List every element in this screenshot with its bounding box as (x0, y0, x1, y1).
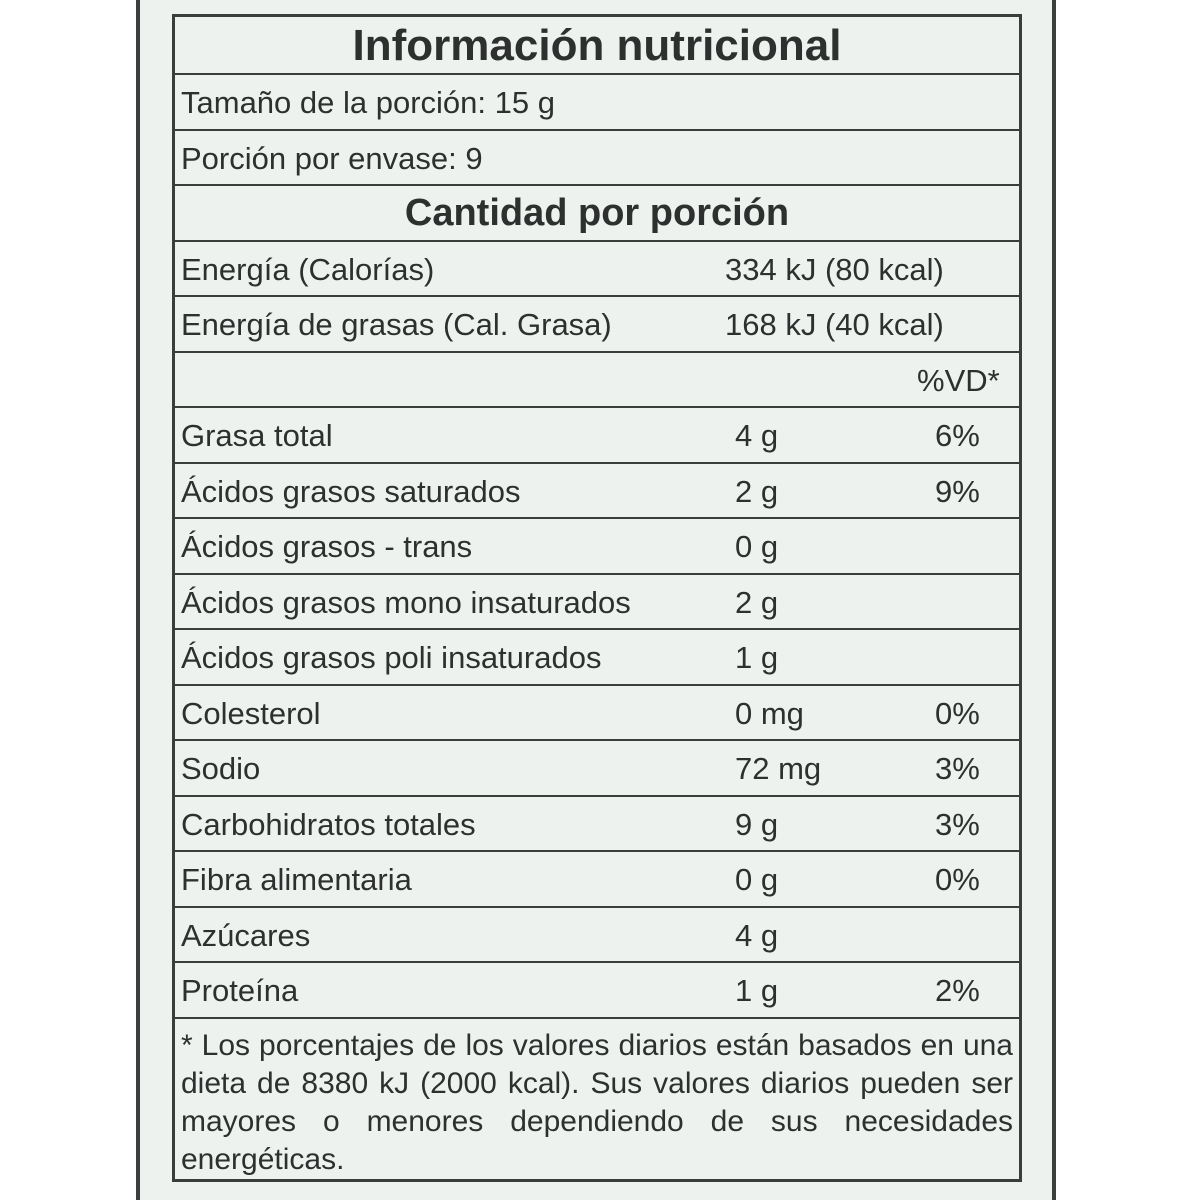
nutrient-amount: 2 g (735, 473, 779, 509)
fat-energy-row (175, 297, 1019, 353)
nutrient-row (175, 630, 1019, 686)
nutrient-dv: 0% (935, 862, 980, 897)
energy-value: 334 kJ (80 kcal) (725, 251, 944, 287)
energy-label: Energía (Calorías) (181, 251, 435, 287)
nutrient-name: Carbohidratos totales (181, 806, 476, 842)
nutrient-name: Fibra alimentaria (181, 862, 412, 897)
nutrient-name: Ácidos grasos - trans (181, 529, 473, 564)
nutrient-name: Ácidos grasos poli insaturados (181, 640, 602, 675)
nutrient-row (175, 519, 1019, 575)
nutrient-amount: 0 mg (735, 695, 804, 731)
daily-value-footnote: * Los porcentajes de los valores diarios están basados en una dieta de 8380 kJ (2000 kcal). Sus valores diarios pueden ser mayores o menores dependiendo de sus necesidades energéticas. (181, 1028, 1013, 1176)
nutrient-name: Proteína (181, 973, 299, 1008)
energy-row (175, 242, 1019, 298)
table-title: Información nutricional (175, 17, 1019, 75)
nutrient-amount: 0 g (735, 862, 779, 897)
nutrient-amount: 1 g (735, 973, 779, 1008)
nutrient-dv: 6% (935, 418, 980, 453)
nutrient-amount: 4 g (735, 418, 779, 453)
nutrient-row (175, 741, 1019, 797)
nutrient-name: Ácidos grasos mono insaturados (181, 584, 631, 620)
nutrient-dv: 3% (935, 751, 980, 786)
nutrient-name: Colesterol (181, 695, 321, 731)
nutrient-dv: 9% (935, 473, 980, 509)
nutrient-amount: 0 g (735, 529, 779, 564)
nutrient-name: Grasa total (181, 418, 333, 453)
nutrient-dv: 0% (935, 695, 980, 731)
nutrient-dv: 2% (935, 973, 980, 1008)
nutrient-amount: 72 mg (735, 751, 822, 786)
fat-energy-label: Energía de grasas (Cal. Grasa) (181, 307, 612, 342)
servings-per-container: Porción por envase: 9 (181, 140, 483, 176)
nutrient-amount: 1 g (735, 640, 779, 675)
nutrient-row (175, 797, 1019, 853)
nutrient-amount: 2 g (735, 584, 779, 620)
serving-size-row (175, 75, 1019, 131)
nutrient-amount: 4 g (735, 917, 779, 953)
nutrient-name: Ácidos grasos saturados (181, 473, 521, 509)
servings-per-container-row (175, 131, 1019, 187)
nutrient-row (175, 408, 1019, 464)
nutrient-dv: 3% (935, 806, 980, 842)
nutrient-row (175, 963, 1019, 1019)
nutrient-name: Azúcares (181, 917, 311, 953)
nutrient-row (175, 908, 1019, 964)
nutrient-name: Sodio (181, 751, 261, 786)
nutrient-row (175, 686, 1019, 742)
nutrient-amount: 9 g (735, 806, 779, 842)
nutrient-row (175, 464, 1019, 520)
nutrition-facts-table (172, 14, 1022, 1182)
dv-header: %VD* (917, 362, 1000, 398)
serving-size: Tamaño de la porción: 15 g (181, 85, 555, 120)
nutrient-row (175, 852, 1019, 908)
fat-energy-value: 168 kJ (40 kcal) (725, 307, 944, 342)
dv-header-row (175, 353, 1019, 409)
nutrient-row (175, 575, 1019, 631)
amount-per-serving-heading: Cantidad por porción (175, 186, 1019, 242)
